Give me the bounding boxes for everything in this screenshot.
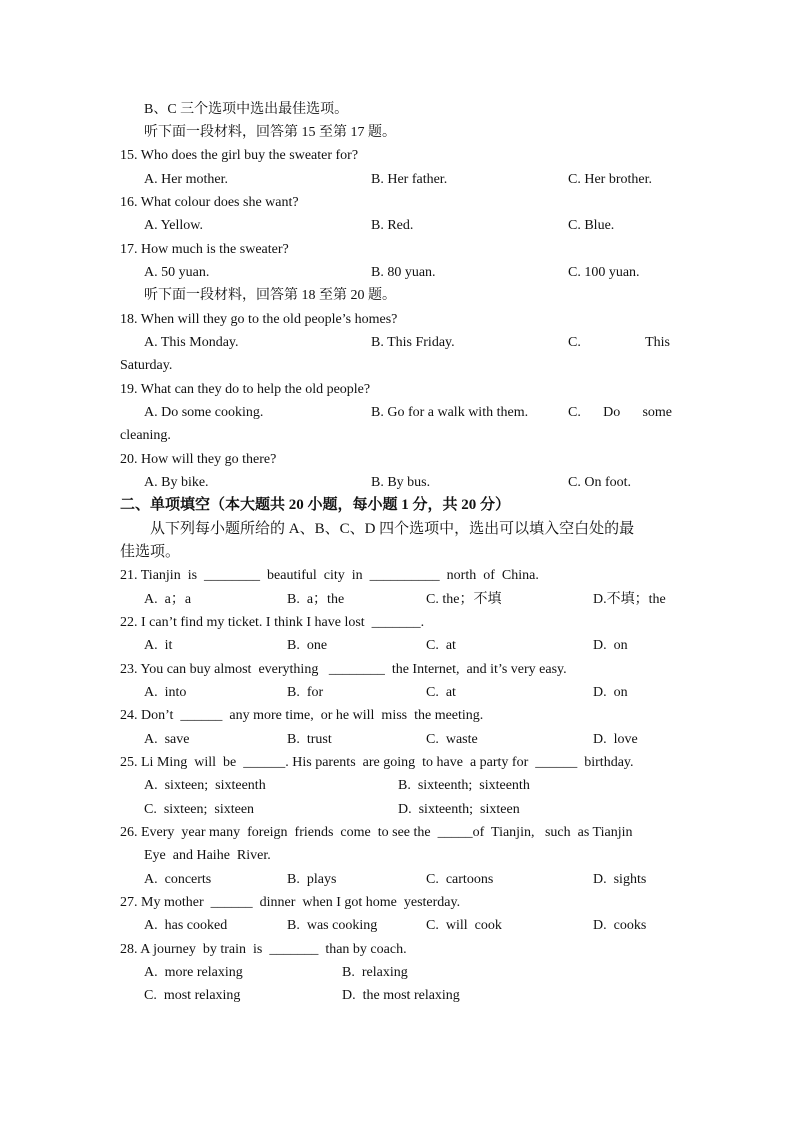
option-d: D. love (593, 732, 638, 747)
question-15: 15. Who does the girl buy the sweater for? (120, 148, 359, 163)
option-c: C. cartoons (426, 872, 494, 887)
question-25: 25. Li Ming will be ______. His parents are going to have a party for ______ birthday. (120, 755, 634, 770)
option-a: A. sixteen; sixteenth (144, 778, 266, 793)
option-d: D. on (593, 685, 628, 700)
option-c-letter: C. (568, 405, 581, 420)
option-c: C. 100 yuan. (568, 265, 640, 280)
option-d: D. sixteenth; sixteen (398, 802, 520, 817)
question-23: 23. You can buy almost everything ________ the Internet, and it’s very easy. (120, 662, 567, 677)
option-c-continued: Saturday. (120, 358, 173, 373)
option-c: C. Her brother. (568, 172, 652, 187)
instruction-15-17: 听下面一段材料，回答第 15 至第 17 题。 (144, 125, 396, 140)
option-b: B. Go for a walk with them. (371, 405, 529, 420)
option-a: A. it (144, 638, 173, 653)
option-c (568, 334, 670, 352)
option-a: A. concerts (144, 872, 212, 887)
option-c-word: Do (603, 405, 621, 420)
option-a: A. This Monday. (144, 335, 239, 350)
option-d: D. cooks (593, 918, 647, 933)
option-c-letter: C. (568, 335, 581, 350)
section-instruction: 从下列每小题所给的 A、B、C、D 四个选项中，选出可以填入空白处的最 (150, 521, 635, 537)
option-a: A. more relaxing (144, 965, 243, 980)
option-a: A. Yellow. (144, 218, 203, 233)
option-b: B. Her father. (371, 172, 448, 187)
option-a: A. 50 yuan. (144, 265, 210, 280)
intro-line: B、C 三个选项中选出最佳选项。 (144, 102, 349, 117)
option-a: A. By bike. (144, 475, 209, 490)
option-b: B. By bus. (371, 475, 431, 490)
option-b: B. for (287, 685, 324, 700)
section-instruction-continued: 佳选项。 (120, 544, 181, 560)
question-28: 28. A journey by train is _______ than by coach. (120, 942, 407, 957)
option-c: C. On foot. (568, 475, 631, 490)
section-heading: 二、单项填空（本大题共 20 小题，每小题 1 分，共 20 分） (120, 497, 511, 513)
option-c: C. sixteen; sixteen (144, 802, 255, 817)
option-d: D.不填；the (593, 592, 666, 607)
option-c (568, 404, 672, 422)
question-16: 16. What colour does she want? (120, 195, 299, 210)
option-b: B. plays (287, 872, 337, 887)
option-b: B. was cooking (287, 918, 378, 933)
question-27: 27. My mother ______ dinner when I got home yesterday. (120, 895, 461, 910)
question-21: 21. Tianjin is ________ beautiful city in __________ north of China. (120, 568, 539, 583)
option-a: A. into (144, 685, 187, 700)
instruction-18-20: 听下面一段材料，回答第 18 至第 20 题。 (144, 288, 396, 303)
question-17: 17. How much is the sweater? (120, 242, 289, 257)
option-c-word: some (642, 405, 672, 420)
option-c: C. most relaxing (144, 988, 241, 1003)
option-b: B. Red. (371, 218, 414, 233)
question-19: 19. What can they do to help the old people? (120, 382, 371, 397)
option-a: A. a；a (144, 592, 192, 607)
question-26: 26. Every year many foreign friends come to see the _____of Tianjin, such as Tianjin (120, 825, 633, 840)
option-c: C. Blue. (568, 218, 615, 233)
option-b: B. trust (287, 732, 332, 747)
option-a: A. has cooked (144, 918, 228, 933)
option-c: C. waste (426, 732, 478, 747)
question-20: 20. How will they go there? (120, 452, 277, 467)
question-18: 18. When will they go to the old people’s homes? (120, 312, 398, 327)
option-b: B. sixteenth; sixteenth (398, 778, 530, 793)
option-b: B. relaxing (342, 965, 408, 980)
option-b: B. a；the (287, 592, 345, 607)
option-a: A. Do some cooking. (144, 405, 264, 420)
option-c: C. the；不填 (426, 592, 502, 607)
question-22: 22. I can’t find my ticket. I think I have lost _______. (120, 615, 425, 630)
option-c: C. at (426, 638, 456, 653)
option-c: C. at (426, 685, 456, 700)
question-26-continued: Eye and Haihe River. (144, 848, 271, 863)
option-a: A. save (144, 732, 190, 747)
option-d: D. on (593, 638, 628, 653)
option-d: D. sights (593, 872, 647, 887)
option-d: D. the most relaxing (342, 988, 460, 1003)
option-b: B. 80 yuan. (371, 265, 436, 280)
option-b: B. This Friday. (371, 335, 455, 350)
option-a: A. Her mother. (144, 172, 228, 187)
option-c-continued: cleaning. (120, 428, 171, 443)
option-c: C. will cook (426, 918, 502, 933)
question-24: 24. Don’t ______ any more time, or he will miss the meeting. (120, 708, 484, 723)
option-b: B. one (287, 638, 328, 653)
option-c-text: This (645, 335, 670, 350)
